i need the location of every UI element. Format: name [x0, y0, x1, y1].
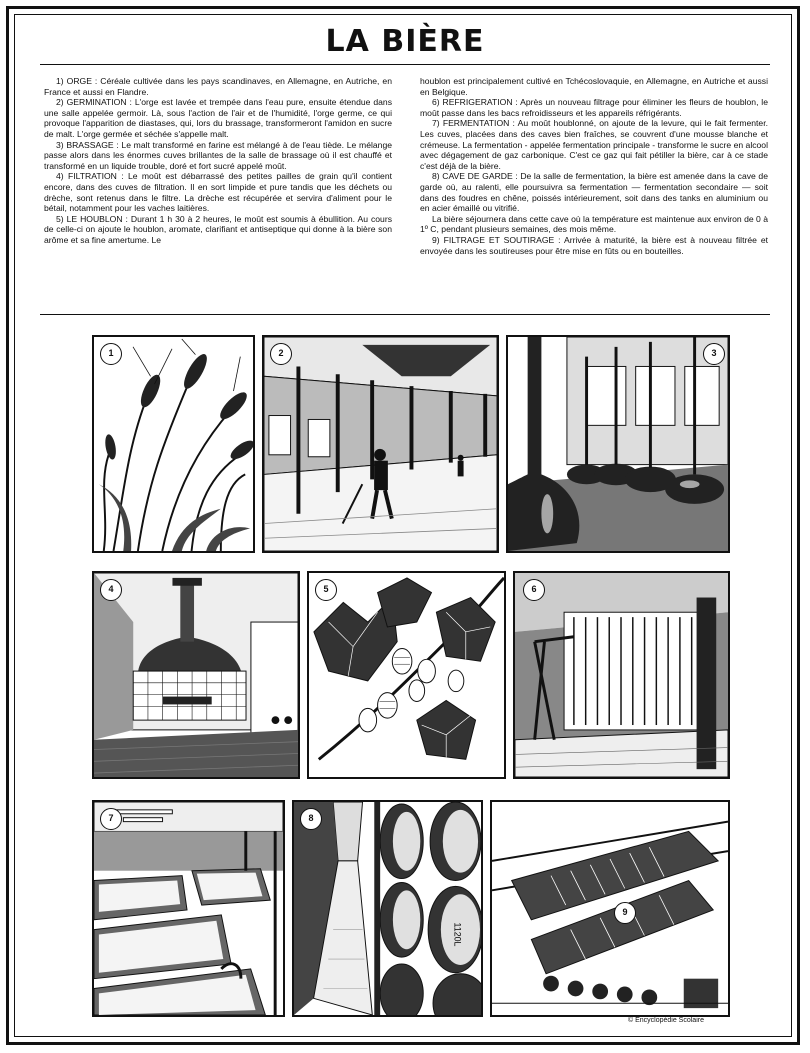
paragraph-germination: 2) GERMINATION : L'orge est lavée et trempée dans l'eau pure, ensuite étendue dans une salle appelée germoir. Là, sous l'action de l'air et de l'humidité, l'orge germe, ce qui provoque l'apparition de diastases, qui, lors du brassage, transformeront l'amidon en sucre de malt. L'orge germée et séchée s'appelle malt.: [44, 97, 392, 139]
illustration-refrigeration: [513, 571, 730, 779]
illustration-storage-cellar: [292, 800, 483, 1017]
title-divider: [40, 64, 770, 65]
paragraph-refrigeration: 6) REFRIGERATION : Après un nouveau filtrage pour éliminer les fleurs de houblon, le moût passe dans les bacs refroidisseurs et les appareils réfrigérants.: [420, 97, 768, 118]
page-title: LA BIÈRE: [325, 24, 485, 59]
paragraph-orge: 1) ORGE : Céréale cultivée dans les pays scandinaves, en Allemagne, en Autriche, en France et aussi en Flandre.: [44, 76, 392, 97]
brewing-kettles-drawing: [508, 337, 728, 551]
panel-number-badge: 6: [523, 579, 545, 601]
paragraph-brassage: 3) BRASSAGE : Le malt transformé en farine est mélangé à de l'eau tiède. Le mélange passe alors dans les énormes cuves brillantes de la salle de brassage où il est chauffé et transformé en un liquide trouble, doré et fort sucré appelé moût.: [44, 139, 392, 171]
germination-hall-drawing: [264, 337, 497, 551]
section-divider: [40, 314, 770, 315]
copyright-notice: © Encyclopédie Scolaire: [628, 1017, 704, 1024]
text-column-left: [44, 76, 392, 246]
barley-drawing: [94, 337, 253, 551]
text-column-right: [420, 76, 768, 256]
illustration-germination-hall: [262, 335, 499, 553]
illustration-filtration-vat: [92, 571, 300, 779]
panel-number-badge: 9: [614, 902, 636, 924]
fermentation-tanks-drawing: [94, 802, 283, 1015]
paragraph-fermentation: 7) FERMENTATION : Au moût houblonné, on ajoute de la levure, qui le fait fermenter. Les cuves, placées dans des caves bien fraîches, se couvrent d'une mousse blanche et crémeuse. La fermentation - appelée fermentation principale - transforme le sucre en alcool avec dégagement de gaz carbonique. C'est ce gaz qui fait pétiller la bière, car à ce stade c'est déjà de la bière.: [420, 118, 768, 171]
panel-number-badge: 1: [100, 343, 122, 365]
paragraph-houblon: 5) LE HOUBLON : Durant 1 h 30 à 2 heures, le moût est soumis à ébullition. Au cours de celle-ci on ajoute le houblon, aromate, clarifiant et antiseptique qui donne à la bière son arôme et sa fine amertume. Le: [44, 213, 392, 245]
panel-number-badge: 3: [703, 343, 725, 365]
panel-number-badge: 2: [270, 343, 292, 365]
paragraph-filtration: 4) FILTRATION : Le moût est débarrassé des petites pailles de grain qu'il contient encore, dans des cuves de filtration. Il en sort limpide et pure tandis que les déchets ou drèche, sont retenus dans le filtre. La drèche est récupérée et servira d'aliment pour le bétail, notamment pour les vaches laitières.: [44, 171, 392, 214]
panel-number-badge: 5: [315, 579, 337, 601]
paragraph-filtrage: 9) FILTRAGE ET SOUTIRAGE : Arrivée à maturité, la bière est à nouveau filtrée et envoyée dans les soutireuses pour être mise en fûts ou en bouteilles.: [420, 234, 768, 256]
illustration-fermentation-tanks: [92, 800, 285, 1017]
panel-number-badge: 4: [100, 579, 122, 601]
paragraph-houblon-cont: houblon est principalement cultivé en Tchécoslovaquie, en Allemagne, en Autriche et aussi en Belgique.: [420, 76, 768, 97]
storage-cellar-drawing: [294, 802, 481, 1015]
illustration-bottling-machinery: [490, 800, 730, 1017]
illustration-brewing-kettles: [506, 335, 730, 553]
panel-number-badge: 7: [100, 808, 122, 830]
refrigeration-drawing: [515, 573, 728, 777]
illustration-hop-plant: [307, 571, 506, 779]
panel-number-badge: 8: [300, 808, 322, 830]
cask-label: 1120L: [452, 922, 463, 947]
paragraph-temperature: La bière séjournera dans cette cave où la température est maintenue aux environ de 0 à 1º C, pendant plusieurs semaines, des mois même.: [420, 213, 768, 235]
filtration-vat-drawing: [94, 573, 298, 777]
hop-plant-drawing: [309, 573, 504, 777]
bottling-machinery-drawing: [492, 802, 728, 1015]
paragraph-cave-de-garde: 8) CAVE DE GARDE : De la salle de fermentation, la bière est amenée dans la cave de garde où, au ralenti, elle poursuivra sa fermentation — fermentation secondaire — soit dans des foudres en chêne, poissés intérieurement, soit dans des tanks en aluminium ou en acier émaillé ou vitrifié.: [420, 171, 768, 214]
illustration-barley: [92, 335, 255, 553]
